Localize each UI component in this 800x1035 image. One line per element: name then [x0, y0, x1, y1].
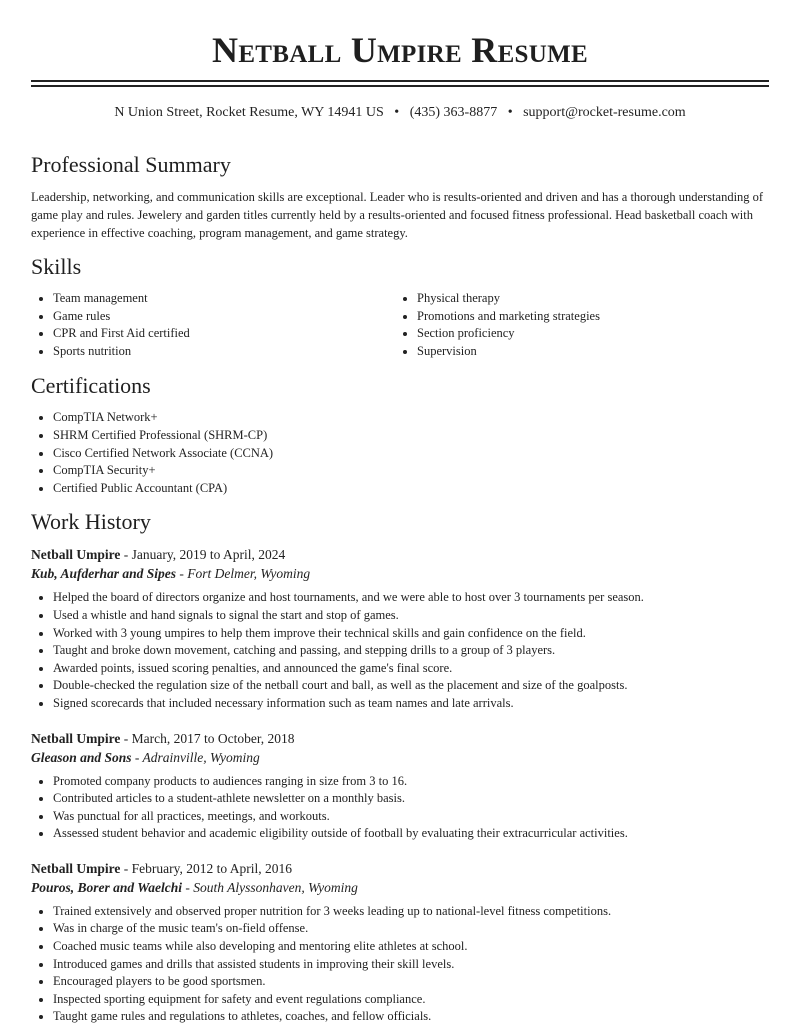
skill-item: • CPR and First Aid certified [53, 325, 395, 343]
contact-separator: • [507, 105, 513, 120]
job-bullets [31, 773, 769, 843]
summary-text: Leadership, networking, and communication skills are exceptional. Leader who is results-oriented and driven and has a thorough understanding of game play and rules. Jewelery and garden titles currently held by a results-oriented and focused fitness professional. Head basketball coach with experience in effective coaching, program management, and game strategy. [31, 190, 764, 240]
job-bullet: • Worked with 3 young umpires to help them improve their technical skills and gain confidence on the field. [53, 625, 769, 643]
title-divider [31, 80, 769, 87]
job-bullet: • Awarded points, issued scoring penalties, and announced the game's final score. [53, 660, 769, 678]
job-bullet: • Was in charge of the music team's on-field offense. [53, 920, 769, 938]
contact-email: support@rocket-resume.com [523, 105, 686, 120]
job-bullets [31, 589, 769, 712]
skills-grid [31, 290, 769, 360]
job-dates: - March, 2017 to October, 2018 [120, 730, 295, 746]
job-bullet: • Promoted company products to audiences ranging in size from 3 to 16. [53, 773, 769, 791]
contact-separator: • [394, 105, 400, 120]
job-bullet: • Double-checked the regulation size of the netball court and ball, as well as the placement and size of the goalposts. [53, 677, 769, 695]
certifications-list [31, 409, 769, 497]
skills-heading: Skills [31, 254, 82, 279]
skill-item: • Sports nutrition [53, 343, 395, 361]
skills-column-right [395, 290, 759, 360]
summary-heading: Professional Summary [31, 152, 231, 177]
skill-item: • Section proficiency [417, 325, 759, 343]
job-bullet: • Taught and broke down movement, catching and passing, and stepping drills to a group of 3 players. [53, 642, 769, 660]
job-entry [31, 545, 769, 712]
job-bullets [31, 903, 769, 1026]
employer-name: Kub, Aufderhar and Sipes [31, 566, 177, 582]
certification-item: • Certified Public Accountant (CPA) [53, 480, 769, 498]
job-location: - South Alyssonhaven, Wyoming [182, 879, 358, 895]
job-location: - Fort Delmer, Wyoming [176, 566, 311, 582]
job-title: Netball Umpire [31, 547, 121, 563]
job-bullet: • Helped the board of directors organize and host tournaments, and we were able to host over 3 tournaments per season. [53, 589, 769, 607]
job-bullet: • Taught game rules and regulations to athletes, coaches, and fellow officials. [53, 1008, 769, 1026]
job-entry [31, 729, 769, 843]
certification-item: • SHRM Certified Professional (SHRM-CP) [53, 427, 769, 445]
certification-item: • CompTIA Network+ [53, 409, 769, 427]
employer-name: Pouros, Borer and Waelchi [31, 879, 183, 895]
certifications-heading: Certifications [31, 373, 151, 399]
contact-address: N Union Street, Rocket Resume, WY 14941 US [114, 105, 384, 120]
job-bullet: • Signed scorecards that included necessary information such as team names and late arrivals. [53, 695, 769, 713]
divider-line-top [31, 80, 769, 82]
job-bullet: • Coached music teams while also developing and mentoring elite athletes at school. [53, 938, 769, 956]
job-bullet: • Introduced games and drills that assisted students in improving their skill levels. [53, 956, 769, 974]
job-bullet: • Inspected sporting equipment for safety and event regulations compliance. [53, 991, 769, 1009]
resume-title: Netball Umpire Resume [212, 30, 588, 70]
skill-item: • Game rules [53, 308, 395, 326]
job-title: Netball Umpire [31, 860, 121, 876]
job-title-line [31, 729, 769, 748]
job-bullet: • Assessed student behavior and academic eligibility outside of football by evaluating their extracurricular activities. [53, 825, 769, 843]
job-entry [31, 859, 769, 1026]
work-history-heading: Work History [31, 509, 151, 535]
job-bullet: • Contributed articles to a student-athlete newsletter on a monthly basis. [53, 790, 769, 808]
employer-line [31, 748, 769, 767]
skills-column-left [31, 290, 395, 360]
skill-item: • Promotions and marketing strategies [417, 308, 759, 326]
contact-line [31, 104, 769, 122]
job-title: Netball Umpire [31, 730, 121, 746]
job-bullet: • Encouraged players to be good sportsmen. [53, 973, 769, 991]
skill-item: • Physical therapy [417, 290, 759, 308]
employer-name: Gleason and Sons [31, 749, 132, 765]
job-bullet: • Was punctual for all practices, meetings, and workouts. [53, 808, 769, 826]
job-dates: - February, 2012 to April, 2016 [120, 860, 292, 876]
job-location: - Adrainville, Wyoming [131, 749, 260, 765]
job-title-line [31, 859, 769, 878]
contact-phone: (435) 363-8877 [409, 105, 498, 120]
job-bullet: • Used a whistle and hand signals to signal the start and stop of games. [53, 607, 769, 625]
job-bullet: • Trained extensively and observed proper nutrition for 3 weeks leading up to national-level fitness competitions. [53, 903, 769, 921]
skill-item: • Supervision [417, 343, 759, 361]
certification-item: • CompTIA Security+ [53, 462, 769, 480]
divider-line-bottom [31, 85, 769, 87]
employer-line [31, 878, 769, 897]
employer-line [31, 564, 769, 583]
certification-item: • Cisco Certified Network Associate (CCNA) [53, 445, 769, 463]
job-dates: - January, 2019 to April, 2024 [120, 547, 286, 563]
skill-item: • Team management [53, 290, 395, 308]
job-title-line [31, 545, 769, 564]
